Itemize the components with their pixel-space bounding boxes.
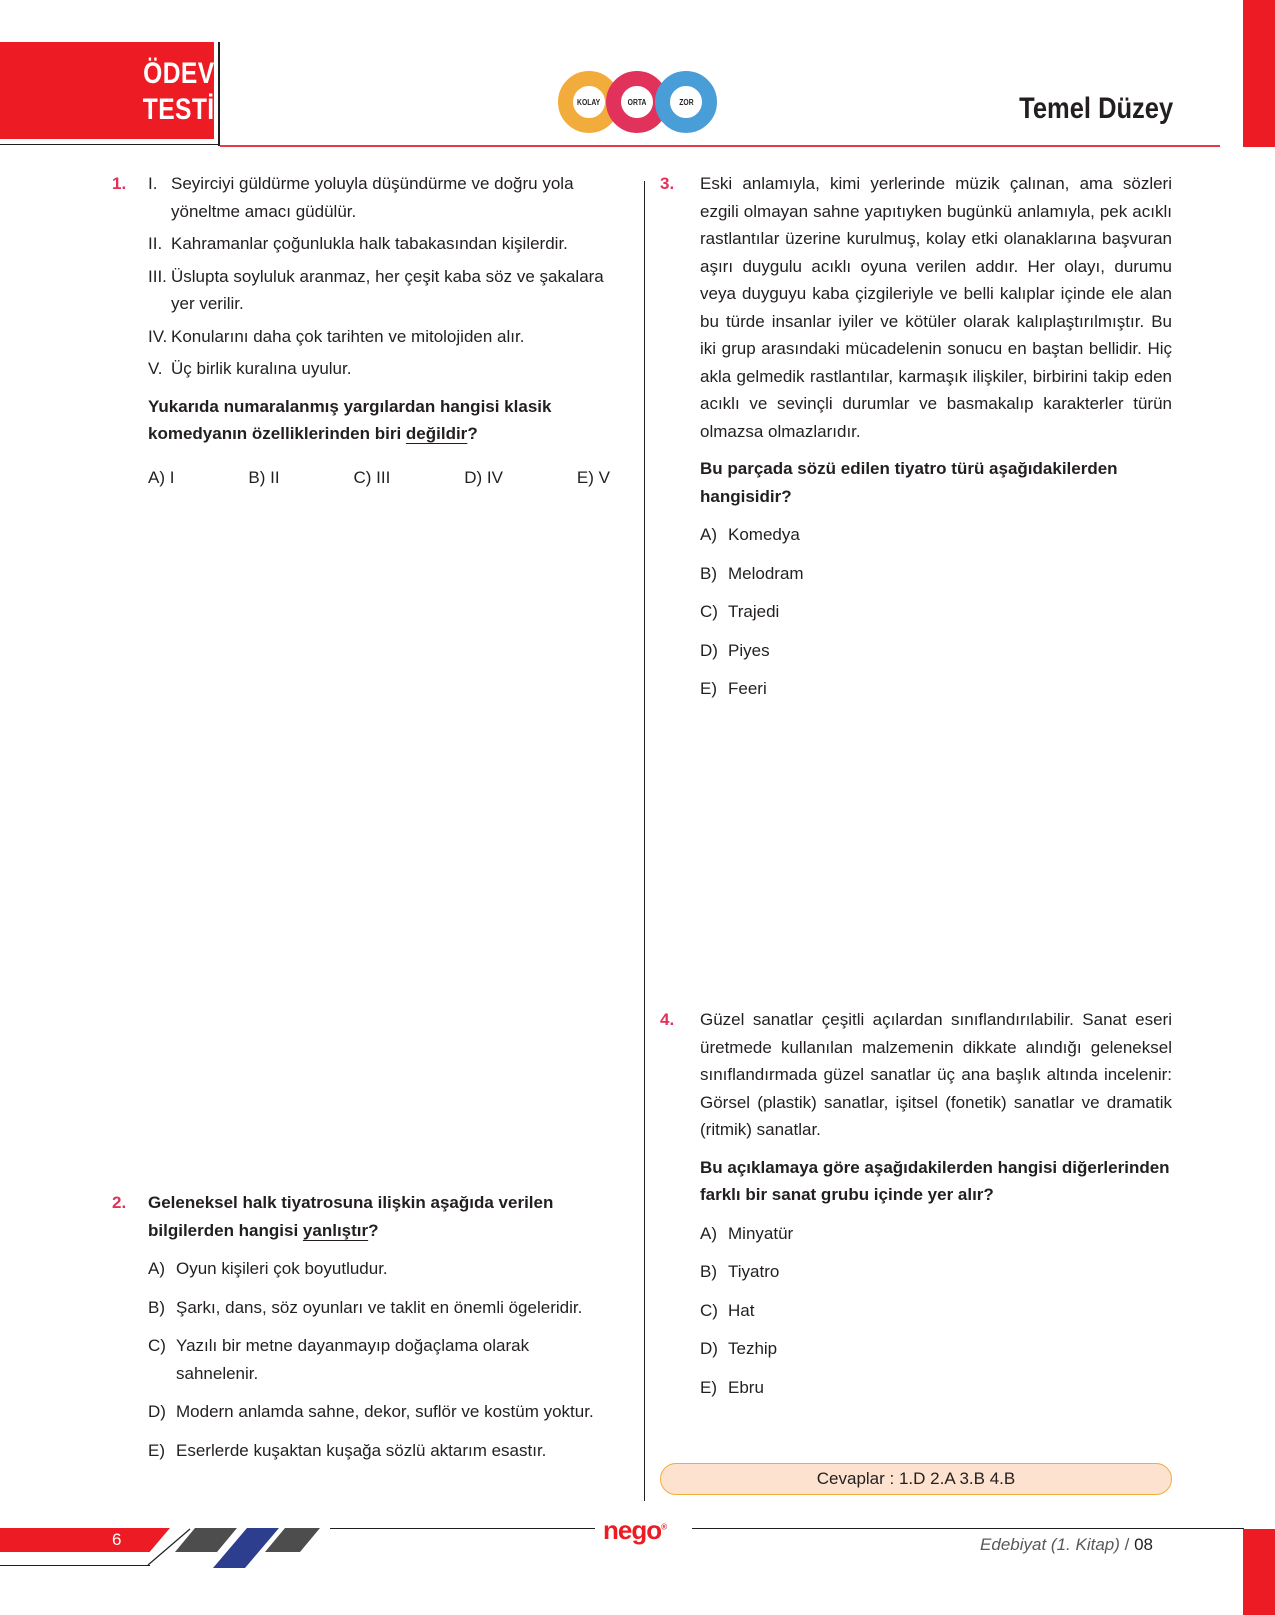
stem-emphasis: değildir [405, 424, 468, 443]
question-number: 1. [112, 174, 127, 193]
option-text: Piyes [728, 640, 770, 660]
option-text: Tiyatro [728, 1262, 780, 1281]
option-a[interactable] [700, 521, 1172, 549]
option-letter: E) [700, 679, 717, 698]
difficulty-kolay-label: KOLAY [577, 97, 601, 107]
statement [148, 230, 610, 258]
badge-frame-bottom [0, 144, 220, 145]
option-d[interactable] [148, 1398, 610, 1426]
option-letter: C) [148, 1336, 166, 1355]
right-edge-bar-bottom [1243, 1529, 1275, 1615]
option-b[interactable]: B) II [248, 467, 280, 487]
option-c[interactable] [700, 598, 1172, 626]
option-text: Ebru [728, 1377, 764, 1397]
difficulty-indicator [558, 71, 728, 133]
option-text: Minyatür [728, 1223, 794, 1243]
option-a[interactable]: A) I [148, 467, 175, 487]
logo-text: nego [603, 1515, 662, 1545]
option-letter: C) [700, 602, 718, 621]
statement [148, 355, 610, 383]
option-text: Komedya [728, 525, 800, 544]
stem-emphasis: yanlıştır [302, 1220, 369, 1240]
right-edge-bar-top [1243, 0, 1275, 147]
footer-stripes-decoration [175, 1528, 320, 1568]
option-c[interactable] [148, 1332, 610, 1387]
option-letter: D) [700, 1339, 718, 1358]
statement-text: Konularını daha çok tarihten ve mitolojiden alır. [171, 326, 525, 346]
option-text: Eserlerde kuşaktan kuşağa sözlü aktarım esastır. [176, 1440, 547, 1460]
option-letter: A) [148, 1259, 165, 1278]
footer-line-left [330, 1528, 595, 1529]
option-letter: D) [148, 1402, 166, 1421]
footer-line-right [692, 1528, 1244, 1529]
option-letter: A) [700, 525, 717, 544]
statement-text: Üslupta soyluluk aranmaz, her çeşit kaba söz ve şakalara yer verilir. [171, 266, 604, 313]
question-passage: Güzel sanatlar çeşitli açılardan sınıflandırılabilir. Sanat eseri üretmede kullanılan malzemenin dikkate alındığı geleneksel sınıflandırmada güzel sanatlar üç ana başlık altında incelenir: Görsel (plastik) sanatlar, işitsel (fonetik) sanatlar ve dramatik (ritmik) sanatlar. [700, 1010, 1172, 1139]
option-b[interactable] [700, 560, 1172, 588]
option-letter: B) [700, 563, 717, 583]
statement [148, 323, 610, 351]
option-text: Şarkı, dans, söz oyunları ve taklit en önemli ögeleridir. [176, 1297, 583, 1317]
option-text: Tezhip [728, 1339, 778, 1358]
option-letter: E) [148, 1440, 165, 1460]
stem-end: ? [467, 424, 478, 443]
option-a[interactable] [700, 1220, 1172, 1248]
book-reference [980, 1535, 1153, 1555]
option-letter: C) [700, 1300, 718, 1320]
option-a[interactable] [148, 1255, 610, 1283]
option-text: Hat [728, 1300, 755, 1320]
badge-line-1: ÖDEV [143, 57, 215, 90]
badge-line-2: TESTİ [143, 93, 215, 126]
footer-underline [0, 1565, 150, 1566]
separator: / [1119, 1535, 1135, 1554]
difficulty-zor-ring-icon [655, 71, 717, 133]
option-c[interactable] [700, 1297, 1172, 1325]
option-d[interactable] [700, 1335, 1172, 1363]
option-d[interactable]: D) IV [464, 467, 503, 487]
option-e[interactable] [148, 1437, 610, 1465]
page-number: 6 [112, 1530, 122, 1549]
statement-roman: IV. [148, 326, 168, 346]
registered-mark-icon: ® [661, 1522, 667, 1532]
option-text: Feeri [728, 679, 767, 698]
statement [148, 170, 610, 225]
option-letter: A) [700, 1223, 717, 1243]
column-divider [644, 181, 645, 1501]
publisher-logo [603, 1515, 666, 1546]
option-d[interactable] [700, 637, 1172, 665]
option-b[interactable] [148, 1294, 610, 1322]
question-number: 4. [660, 1010, 675, 1029]
option-text: Oyun kişileri çok boyutludur. [176, 1259, 388, 1278]
question-stem [148, 393, 610, 448]
question-stem [148, 1189, 610, 1244]
book-title: Edebiyat (1. Kitap) [980, 1535, 1120, 1554]
answer-key: Cevaplar : 1.D 2.A 3.B 4.B [660, 1463, 1172, 1495]
statement-roman: V. [148, 359, 163, 378]
stem-end: ? [368, 1220, 379, 1240]
answer-options [148, 464, 610, 492]
stem-text: Geleneksel halk tiyatrosuna ilişkin aşağıda verilen bilgilerden hangisi [148, 1193, 554, 1240]
option-letter: B) [700, 1262, 717, 1281]
test-badge-title [143, 56, 215, 128]
question-number: 3. [660, 174, 675, 193]
option-e[interactable] [700, 1374, 1172, 1402]
question-passage: Eski anlamıyla, kimi yerlerinde müzik çalınan, ama sözleri ezgili olmayan sahne yapıtıyken bugünkü anlamıyla, pek acıklı rastlantılar üzerine kurulmuş, kolay etki olanaklarına başvuran aşırı duygulu acıklı oyuna verilen addır. Her olayı, durumu veya duyguyu kaba çizgileriyle ve belli kalıplar içinde ele alan bu türde insanlar iyiler ve kötüler olarak kalıplaştırılmıştır. Bu iki grup arasındaki mücadelenin sonucu en baştan bellidir. Hiç akla gelmedik rastlantılar, karmaşık ilişkiler, birbirini takip eden acıklı ve sevinçli durumlar ve basmakalıp karakterler türün olmazsa olmazlarıdır. [700, 174, 1172, 441]
statement [148, 263, 610, 318]
option-e[interactable] [700, 675, 1172, 703]
difficulty-zor-label: ZOR [678, 97, 694, 107]
level-title: Temel Düzey [1019, 92, 1173, 125]
statement-roman: I. [148, 174, 158, 193]
option-letter: B) [148, 1297, 165, 1317]
option-text: Modern anlamda sahne, dekor, suflör ve kostüm yoktur. [176, 1402, 594, 1421]
difficulty-orta-label: ORTA [627, 97, 647, 107]
option-letter: D) [700, 640, 718, 660]
statement-text: Kahramanlar çoğunlukla halk tabakasından kişilerdir. [171, 234, 568, 253]
statement-roman: II. [148, 234, 163, 253]
question-stem: Bu parçada sözü edilen tiyatro türü aşağıdakilerden hangisidir? [700, 459, 1118, 506]
option-e[interactable]: E) V [576, 467, 610, 487]
option-letter: E) [700, 1377, 717, 1397]
header-divider [220, 145, 1220, 147]
statement-roman: III. [148, 266, 167, 286]
stem-text: Yukarıda numaralanmış yargılardan hangisi klasik komedyanın özelliklerinden biri [148, 396, 552, 443]
option-text: Trajedi [728, 602, 780, 621]
option-c[interactable]: C) III [353, 467, 391, 487]
option-text: Yazılı bir metne dayanmayıp doğaçlama olarak sahnelenir. [176, 1336, 530, 1383]
question-stem: Bu açıklamaya göre aşağıdakilerden hangisi diğerlerinden farklı bir sanat grubu içinde yer alır? [700, 1157, 1170, 1204]
book-page: 08 [1134, 1535, 1153, 1554]
stripe-gray-1 [175, 1528, 237, 1552]
statement-text: Üç birlik kuralına uyulur. [171, 359, 352, 378]
option-b[interactable] [700, 1258, 1172, 1286]
footer-page-tab [0, 1528, 170, 1552]
statement-text: Seyirciyi güldürme yoluyla düşündürme ve doğru yola yöneltme amacı güdülür. [171, 174, 574, 221]
option-text: Melodram [728, 563, 804, 583]
question-number: 2. [112, 1193, 127, 1212]
badge-frame [218, 42, 220, 146]
